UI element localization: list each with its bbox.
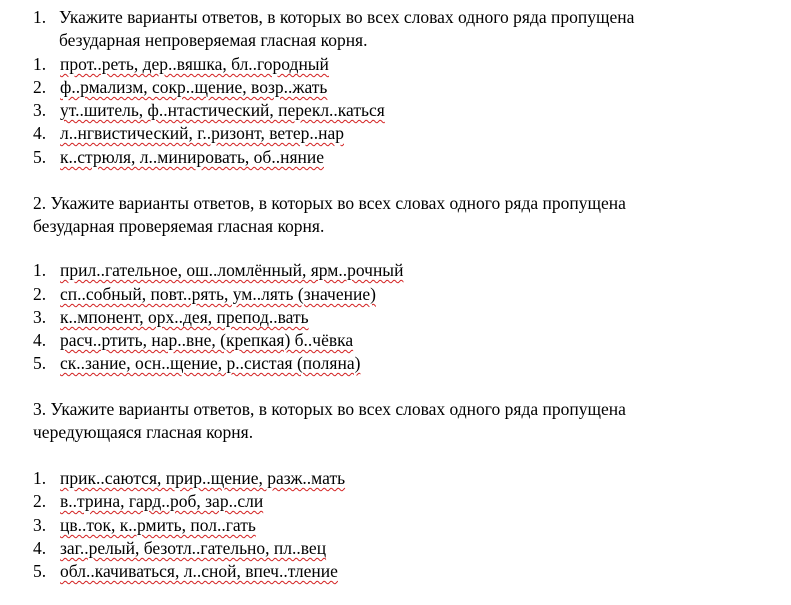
task-1-question-line-2: безударная непроверяемая гласная корня. bbox=[59, 30, 368, 50]
task-3-option-2: в..трина, гард..роб, зар..сли bbox=[60, 491, 264, 511]
task-1-option-1-number: 1. bbox=[33, 54, 47, 74]
task-1-option-1: прот..реть, дер..вяшка, бл..городный bbox=[60, 54, 329, 74]
task-1-option-4: л..нгвистический, г..ризонт, ветер..нар bbox=[60, 123, 344, 143]
task-2-option-2-number: 2. bbox=[33, 284, 47, 304]
task-2-option-3-number: 3. bbox=[33, 307, 47, 327]
task-3-option-5: обл..качиваться, л..сной, впеч..тление bbox=[60, 561, 338, 581]
task-3-option-3-number: 3. bbox=[33, 515, 47, 535]
task-2-option-2: сп..собный, повт..рять, ум..лять (значение) bbox=[60, 284, 376, 304]
task-2-option-3: к..мпонент, орх..дея, препод..вать bbox=[60, 307, 309, 327]
task-1-option-2-number: 2. bbox=[33, 77, 47, 97]
task-2-option-4: расч..ртить, нар..вне, (крепкая) б..чёвка bbox=[60, 330, 354, 350]
task-2-option-4-number: 4. bbox=[33, 330, 47, 350]
task-3-option-4-number: 4. bbox=[33, 538, 47, 558]
task-1-option-5-number: 5. bbox=[33, 147, 47, 167]
task-2-question-line-1: 2. Укажите варианты ответов, в которых во всех словах одного ряда пропущена bbox=[33, 193, 626, 213]
task-1-option-3-number: 3. bbox=[33, 100, 47, 120]
task-1-option-4-number: 4. bbox=[33, 123, 47, 143]
task-3-option-3: цв..ток, к..рмить, пол..гать bbox=[60, 515, 256, 535]
task-3-option-1: прик..саются, прир..щение, разж..мать bbox=[60, 468, 346, 488]
task-2-option-1-number: 1. bbox=[33, 260, 47, 280]
task-1-option-2: ф..рмализм, сокр..щение, возр..жать bbox=[60, 77, 328, 97]
task-2-question-line-2: безударная проверяемая гласная корня. bbox=[33, 216, 325, 236]
task-3-option-2-number: 2. bbox=[33, 491, 47, 511]
task-2-option-1: прил..гательное, ош..ломлённый, ярм..рочный bbox=[60, 260, 404, 280]
task-3-option-1-number: 1. bbox=[33, 468, 47, 488]
task-3-option-4: заг..релый, безотл..гательно, пл..вец bbox=[60, 538, 327, 558]
task-2-option-5-number: 5. bbox=[33, 353, 47, 373]
task-3-option-5-number: 5. bbox=[33, 561, 47, 581]
task-3-question-line-2: чередующаяся гласная корня. bbox=[33, 422, 254, 442]
task-1-option-5: к..стрюля, л..минировать, об..няние bbox=[60, 147, 324, 167]
task-3-question-line-1: 3. Укажите варианты ответов, в которых во всех словах одного ряда пропущена bbox=[33, 399, 626, 419]
task-1-option-3: ут..шитель, ф..нтастический, перекл..каться bbox=[60, 100, 385, 120]
task-2-option-5: ск..зание, осн..щение, р..систая (поляна) bbox=[60, 353, 361, 373]
task-1-question-line-1: Укажите варианты ответов, в которых во всех словах одного ряда пропущена bbox=[59, 7, 635, 27]
task-1-number: 1. bbox=[33, 7, 47, 27]
